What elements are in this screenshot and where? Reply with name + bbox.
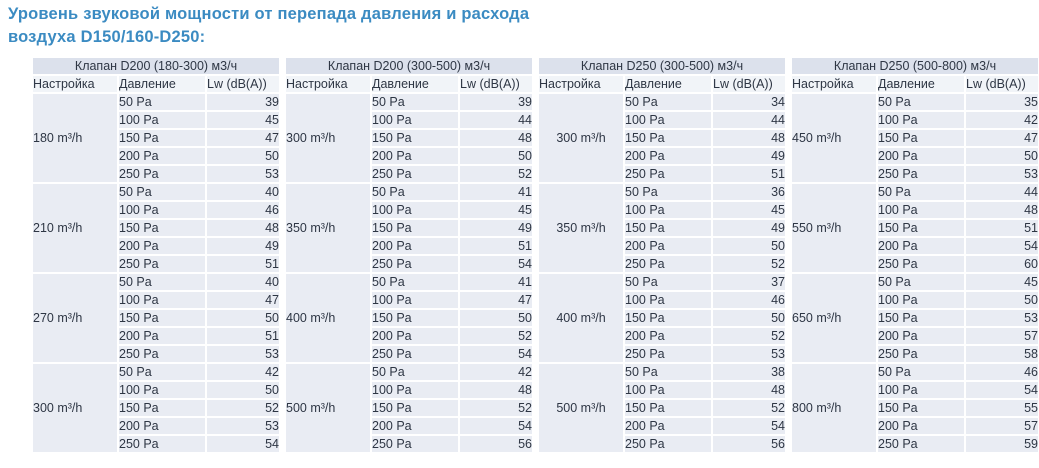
pressure-cell: 200 Pa xyxy=(371,417,459,435)
column-header: Давление xyxy=(371,75,459,93)
lw-value-cell: 47 xyxy=(206,291,279,309)
pressure-cell: 250 Pa xyxy=(118,165,206,183)
setting-cell: 300 m³/h xyxy=(286,93,371,183)
pressure-cell: 250 Pa xyxy=(624,255,712,273)
lw-value-cell: 48 xyxy=(712,381,785,399)
pressure-cell: 50 Pa xyxy=(877,93,965,111)
valve-table xyxy=(792,58,1038,454)
pressure-cell: 150 Pa xyxy=(877,309,965,327)
table-title: Клапан D200 (300-500) м3/ч xyxy=(286,58,532,75)
lw-value-cell: 35 xyxy=(965,93,1038,111)
lw-value-cell: 55 xyxy=(965,399,1038,417)
lw-value-cell: 42 xyxy=(965,111,1038,129)
lw-value-cell: 50 xyxy=(459,147,532,165)
lw-value-cell: 49 xyxy=(712,219,785,237)
pressure-cell: 200 Pa xyxy=(118,327,206,345)
pressure-cell: 100 Pa xyxy=(877,201,965,219)
lw-value-cell: 44 xyxy=(459,111,532,129)
pressure-cell: 200 Pa xyxy=(877,327,965,345)
valve-table xyxy=(539,58,785,454)
pressure-cell: 200 Pa xyxy=(624,147,712,165)
pressure-cell: 200 Pa xyxy=(118,237,206,255)
table-row xyxy=(33,363,279,381)
lw-value-cell: 54 xyxy=(712,417,785,435)
pressure-cell: 250 Pa xyxy=(624,345,712,363)
lw-value-cell: 48 xyxy=(206,219,279,237)
table-row xyxy=(539,363,785,381)
lw-value-cell: 59 xyxy=(965,435,1038,453)
lw-value-cell: 51 xyxy=(712,165,785,183)
lw-value-cell: 39 xyxy=(206,93,279,111)
pressure-cell: 250 Pa xyxy=(118,435,206,453)
pressure-cell: 50 Pa xyxy=(624,93,712,111)
lw-value-cell: 50 xyxy=(965,291,1038,309)
pressure-cell: 100 Pa xyxy=(624,291,712,309)
pressure-cell: 250 Pa xyxy=(624,165,712,183)
page-title-line1: Уровень звуковой мощности от перепада давления и расхода xyxy=(8,5,530,23)
lw-value-cell: 42 xyxy=(459,363,532,381)
lw-value-cell: 44 xyxy=(712,111,785,129)
table-row xyxy=(792,363,1038,381)
pressure-cell: 150 Pa xyxy=(624,309,712,327)
page-title-line2: воздуха D150/160-D250: xyxy=(8,28,206,46)
lw-value-cell: 52 xyxy=(712,327,785,345)
pressure-cell: 200 Pa xyxy=(624,237,712,255)
pressure-cell: 50 Pa xyxy=(118,273,206,291)
pressure-cell: 250 Pa xyxy=(877,255,965,273)
table-row xyxy=(33,183,279,201)
lw-value-cell: 50 xyxy=(206,309,279,327)
valve-table xyxy=(286,58,532,454)
lw-value-cell: 56 xyxy=(712,435,785,453)
pressure-cell: 200 Pa xyxy=(877,147,965,165)
pressure-cell: 50 Pa xyxy=(877,273,965,291)
pressure-cell: 250 Pa xyxy=(118,345,206,363)
setting-cell: 650 m³/h xyxy=(792,273,877,363)
lw-value-cell: 54 xyxy=(965,237,1038,255)
lw-value-cell: 49 xyxy=(459,219,532,237)
pressure-cell: 200 Pa xyxy=(624,417,712,435)
setting-cell: 400 m³/h xyxy=(539,273,624,363)
pressure-cell: 250 Pa xyxy=(371,255,459,273)
pressure-cell: 50 Pa xyxy=(371,93,459,111)
column-header: Давление xyxy=(118,75,206,93)
pressure-cell: 150 Pa xyxy=(371,219,459,237)
column-header: Lw (dB(A)) xyxy=(965,75,1038,93)
pressure-cell: 100 Pa xyxy=(877,381,965,399)
table-row xyxy=(286,273,532,291)
pressure-cell: 50 Pa xyxy=(624,273,712,291)
table-row xyxy=(539,93,785,111)
pressure-cell: 100 Pa xyxy=(118,291,206,309)
lw-value-cell: 36 xyxy=(712,183,785,201)
pressure-cell: 50 Pa xyxy=(371,273,459,291)
pressure-cell: 150 Pa xyxy=(877,399,965,417)
table-row xyxy=(539,273,785,291)
table-row xyxy=(286,93,532,111)
pressure-cell: 250 Pa xyxy=(877,435,965,453)
pressure-cell: 200 Pa xyxy=(624,327,712,345)
lw-value-cell: 52 xyxy=(712,399,785,417)
table-row xyxy=(33,93,279,111)
lw-value-cell: 48 xyxy=(965,201,1038,219)
pressure-cell: 150 Pa xyxy=(118,219,206,237)
pressure-cell: 100 Pa xyxy=(624,381,712,399)
setting-cell: 300 m³/h xyxy=(33,363,118,453)
column-header: Lw (dB(A)) xyxy=(206,75,279,93)
lw-value-cell: 53 xyxy=(206,165,279,183)
lw-value-cell: 40 xyxy=(206,183,279,201)
setting-cell: 550 m³/h xyxy=(792,183,877,273)
setting-cell: 350 m³/h xyxy=(539,183,624,273)
pressure-cell: 100 Pa xyxy=(371,201,459,219)
table-title: Клапан D250 (500-800) м3/ч xyxy=(792,58,1038,75)
lw-value-cell: 52 xyxy=(459,399,532,417)
lw-value-cell: 53 xyxy=(206,417,279,435)
table-row xyxy=(792,273,1038,291)
setting-cell: 350 m³/h xyxy=(286,183,371,273)
pressure-cell: 200 Pa xyxy=(118,147,206,165)
lw-value-cell: 45 xyxy=(459,201,532,219)
pressure-cell: 200 Pa xyxy=(371,327,459,345)
lw-value-cell: 45 xyxy=(712,201,785,219)
lw-value-cell: 38 xyxy=(712,363,785,381)
pressure-cell: 250 Pa xyxy=(877,345,965,363)
pressure-cell: 50 Pa xyxy=(118,93,206,111)
lw-value-cell: 44 xyxy=(965,183,1038,201)
pressure-cell: 150 Pa xyxy=(118,309,206,327)
pressure-cell: 50 Pa xyxy=(624,183,712,201)
table-title: Клапан D200 (180-300) м3/ч xyxy=(33,58,279,75)
pressure-cell: 150 Pa xyxy=(371,399,459,417)
pressure-cell: 200 Pa xyxy=(371,237,459,255)
lw-value-cell: 45 xyxy=(965,273,1038,291)
lw-value-cell: 41 xyxy=(459,183,532,201)
table-row xyxy=(539,183,785,201)
setting-cell: 450 m³/h xyxy=(792,93,877,183)
setting-cell: 270 m³/h xyxy=(33,273,118,363)
lw-value-cell: 45 xyxy=(206,111,279,129)
lw-value-cell: 56 xyxy=(459,435,532,453)
lw-value-cell: 46 xyxy=(965,363,1038,381)
pressure-cell: 250 Pa xyxy=(877,165,965,183)
pressure-cell: 150 Pa xyxy=(877,129,965,147)
lw-value-cell: 54 xyxy=(459,345,532,363)
lw-value-cell: 46 xyxy=(206,201,279,219)
column-header: Lw (dB(A)) xyxy=(712,75,785,93)
lw-value-cell: 57 xyxy=(965,327,1038,345)
pressure-cell: 50 Pa xyxy=(624,363,712,381)
lw-value-cell: 57 xyxy=(965,417,1038,435)
lw-value-cell: 51 xyxy=(206,255,279,273)
setting-cell: 210 m³/h xyxy=(33,183,118,273)
table-row xyxy=(792,93,1038,111)
column-header: Lw (dB(A)) xyxy=(459,75,532,93)
column-header: Давление xyxy=(624,75,712,93)
pressure-cell: 100 Pa xyxy=(118,381,206,399)
table-row xyxy=(792,183,1038,201)
pressure-cell: 50 Pa xyxy=(877,183,965,201)
pressure-cell: 50 Pa xyxy=(118,363,206,381)
setting-cell: 500 m³/h xyxy=(286,363,371,453)
lw-value-cell: 50 xyxy=(965,147,1038,165)
lw-value-cell: 51 xyxy=(459,237,532,255)
lw-value-cell: 39 xyxy=(459,93,532,111)
pressure-cell: 200 Pa xyxy=(877,417,965,435)
pressure-cell: 100 Pa xyxy=(371,291,459,309)
lw-value-cell: 47 xyxy=(965,129,1038,147)
column-header: Настройка xyxy=(286,75,371,93)
lw-value-cell: 52 xyxy=(459,165,532,183)
pressure-cell: 150 Pa xyxy=(118,399,206,417)
pressure-cell: 250 Pa xyxy=(371,435,459,453)
table-row xyxy=(33,273,279,291)
lw-value-cell: 47 xyxy=(206,129,279,147)
pressure-cell: 50 Pa xyxy=(371,363,459,381)
lw-value-cell: 49 xyxy=(206,237,279,255)
lw-value-cell: 51 xyxy=(206,327,279,345)
pressure-cell: 50 Pa xyxy=(118,183,206,201)
lw-value-cell: 52 xyxy=(712,255,785,273)
setting-cell: 300 m³/h xyxy=(539,93,624,183)
table-row xyxy=(286,363,532,381)
pressure-cell: 150 Pa xyxy=(877,219,965,237)
lw-value-cell: 54 xyxy=(965,381,1038,399)
lw-value-cell: 46 xyxy=(712,291,785,309)
lw-value-cell: 41 xyxy=(459,273,532,291)
pressure-cell: 250 Pa xyxy=(371,165,459,183)
pressure-cell: 200 Pa xyxy=(118,417,206,435)
lw-value-cell: 52 xyxy=(459,327,532,345)
pressure-cell: 100 Pa xyxy=(371,381,459,399)
table-title: Клапан D250 (300-500) м3/ч xyxy=(539,58,785,75)
pressure-cell: 200 Pa xyxy=(877,237,965,255)
setting-cell: 400 m³/h xyxy=(286,273,371,363)
pressure-cell: 100 Pa xyxy=(877,291,965,309)
lw-value-cell: 51 xyxy=(965,219,1038,237)
pressure-cell: 150 Pa xyxy=(624,129,712,147)
lw-value-cell: 34 xyxy=(712,93,785,111)
setting-cell: 180 m³/h xyxy=(33,93,118,183)
pressure-cell: 250 Pa xyxy=(624,435,712,453)
column-header: Давление xyxy=(877,75,965,93)
lw-value-cell: 48 xyxy=(459,129,532,147)
pressure-cell: 100 Pa xyxy=(371,111,459,129)
pressure-cell: 150 Pa xyxy=(371,129,459,147)
pressure-cell: 100 Pa xyxy=(624,111,712,129)
lw-value-cell: 60 xyxy=(965,255,1038,273)
pressure-cell: 250 Pa xyxy=(118,255,206,273)
pressure-cell: 50 Pa xyxy=(371,183,459,201)
setting-cell: 500 m³/h xyxy=(539,363,624,453)
lw-value-cell: 48 xyxy=(459,381,532,399)
valve-table xyxy=(33,58,279,454)
pressure-cell: 200 Pa xyxy=(371,147,459,165)
lw-value-cell: 48 xyxy=(712,129,785,147)
tables-container xyxy=(33,58,1038,454)
column-header: Настройка xyxy=(539,75,624,93)
pressure-cell: 100 Pa xyxy=(877,111,965,129)
lw-value-cell: 50 xyxy=(712,237,785,255)
lw-value-cell: 50 xyxy=(206,381,279,399)
pressure-cell: 100 Pa xyxy=(118,201,206,219)
pressure-cell: 150 Pa xyxy=(624,219,712,237)
column-header: Настройка xyxy=(33,75,118,93)
pressure-cell: 100 Pa xyxy=(118,111,206,129)
lw-value-cell: 58 xyxy=(965,345,1038,363)
lw-value-cell: 50 xyxy=(459,309,532,327)
lw-value-cell: 49 xyxy=(712,147,785,165)
lw-value-cell: 47 xyxy=(459,291,532,309)
pressure-cell: 250 Pa xyxy=(371,345,459,363)
lw-value-cell: 52 xyxy=(206,399,279,417)
setting-cell: 800 m³/h xyxy=(792,363,877,453)
lw-value-cell: 54 xyxy=(459,255,532,273)
lw-value-cell: 50 xyxy=(206,147,279,165)
lw-value-cell: 53 xyxy=(712,345,785,363)
lw-value-cell: 54 xyxy=(206,435,279,453)
pressure-cell: 150 Pa xyxy=(624,399,712,417)
lw-value-cell: 50 xyxy=(712,309,785,327)
pressure-cell: 150 Pa xyxy=(118,129,206,147)
lw-value-cell: 37 xyxy=(712,273,785,291)
pressure-cell: 150 Pa xyxy=(371,309,459,327)
table-row xyxy=(286,183,532,201)
lw-value-cell: 53 xyxy=(206,345,279,363)
lw-value-cell: 54 xyxy=(459,417,532,435)
pressure-cell: 50 Pa xyxy=(877,363,965,381)
pressure-cell: 100 Pa xyxy=(624,201,712,219)
page-title xyxy=(8,3,529,49)
lw-value-cell: 53 xyxy=(965,165,1038,183)
lw-value-cell: 42 xyxy=(206,363,279,381)
lw-value-cell: 40 xyxy=(206,273,279,291)
lw-value-cell: 53 xyxy=(965,309,1038,327)
column-header: Настройка xyxy=(792,75,877,93)
